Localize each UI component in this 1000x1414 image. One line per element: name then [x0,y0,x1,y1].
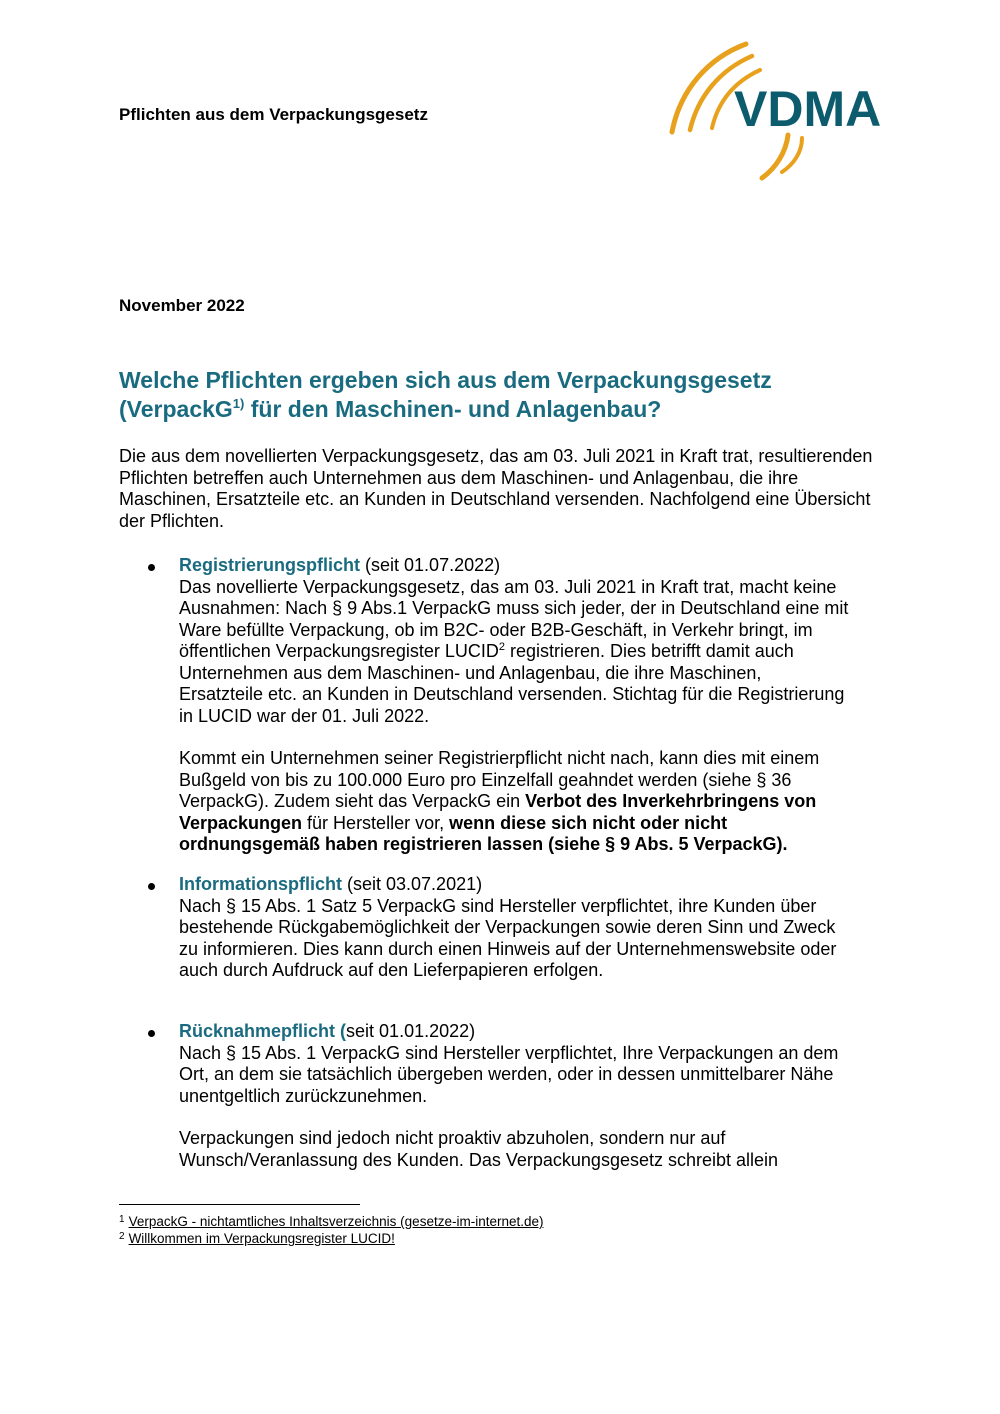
footnote-number: 2 [119,1231,125,1242]
paragraph-text: Kommt ein Unternehmen seiner Registrierpflicht nicht nach, kann dies mit einem Bußgeld von bis zu 100.000 Euro pro Einzelfall geahndet werden (siehe § 36 VerpackG). Zudem sieht das VerpackG ein [179,748,820,811]
section-informationspflicht [179,874,849,982]
vdma-logo-icon [668,40,883,182]
section-keyword: Informationspflicht [179,874,342,894]
section-paragraph: Verpackungen sind jedoch nicht proaktiv abzuholen, sondern nur auf Wunsch/Veranlassung des Kunden. Das Verpackungsgesetz schreibt allein [179,1128,779,1170]
footnote-divider [119,1204,360,1205]
title-line-2 [119,395,879,424]
paragraph-text: für Hersteller vor, [302,812,450,833]
section-paragraph: Nach § 15 Abs. 1 Satz 5 VerpackG sind Hersteller verpflichtet, ihre Kunden über bestehende Rückgabemöglichkeit der Verpackungen sowie deren Sinn und Zweck zu informieren. Dies kann durch einen Hinweis auf der Unternehmenswebsite oder auch durch Aufdruck auf den Lieferpapieren erfolgen. [179,895,837,980]
footnote-ref-1[interactable]: 1) [232,396,245,411]
section-heading [179,1021,849,1043]
bold-text: Verbot des Inverkehrbringens von Verpackungen [179,791,817,833]
footnote-link-lucid[interactable]: Willkommen im Verpackungsregister LUCID! [128,1231,395,1246]
intro-paragraph: Die aus dem novellierten Verpackungsgesetz, das am 03. Juli 2021 in Kraft trat, resultierenden Pflichten betreffen auch Unternehmen aus dem Maschinen- und Anlagenbau, die ihre Maschinen, Ersatzteile etc. an Kunden in Deutschland versenden. Nachfolgend eine Übersicht der Pflichten. [119,446,873,531]
footnote-2 [119,1230,879,1247]
paragraph-text: registrieren. Dies betrifft damit auch Unternehmen aus dem Maschinen- und Anlagenbau, die ihre Maschinen, Ersatzteile etc. an Kunden in Deutschland versenden. Stichtag für die Registrierung in LUCID war der 01. Juli 2022. [179,641,845,726]
section-since: (seit 01.07.2022) [360,555,501,575]
title-line-2-start: (VerpackG [119,396,233,422]
footnotes [119,1213,879,1247]
section-keyword: Rücknahmepflicht ( [179,1021,347,1041]
section-since: seit 01.01.2022) [346,1021,476,1041]
section-heading [179,874,849,896]
page-title [119,366,879,424]
paragraph-text: Das novellierte Verpackungsgesetz, das am 03. Juli 2021 in Kraft trat, macht keine Ausnahmen: Nach § 9 Abs.1 VerpackG muss sich jeder, der in Deutschland eine mit Ware befüllte Verpackung, ob im B2C- oder B2B-Geschäft, in Verkehr bringt, im öffentlichen Verpackungsregister LUCID [179,576,849,661]
document-date: November 2022 [119,296,245,315]
section-ruecknahmepflicht [179,1021,849,1171]
document-header-title: Pflichten aus dem Verpackungsgesetz [119,105,428,124]
section-registrierungspflicht [179,555,849,856]
section-heading [179,555,849,577]
vdma-logo [668,40,883,182]
section-paragraph: Nach § 15 Abs. 1 VerpackG sind Hersteller verpflichtet, Ihre Verpackungen an dem Ort, an dem sie tatsächlich übergeben werden, oder in dessen unmittelbarer Nähe unentgeltlich zurückzunehmen. [179,1042,839,1106]
section-paragraph [179,748,849,856]
bullet-icon [148,1030,155,1037]
title-line-1: Welche Pflichten ergeben sich aus dem Verpackungsgesetz [119,367,772,393]
bullet-icon [148,883,155,890]
bullet-icon [148,564,155,571]
footnote-number: 1 [119,1214,125,1225]
section-since: (seit 03.07.2021) [342,874,483,894]
footnote-link-verpackg[interactable]: VerpackG - nichtamtliches Inhaltsverzeichnis (gesetze-im-internet.de) [128,1214,544,1229]
footnote-ref-2[interactable]: 2 [498,641,505,653]
section-paragraph [179,577,849,728]
vdma-logo-text: VDMA [734,81,882,137]
title-line-2-end: für den Maschinen- und Anlagenbau? [244,396,662,422]
footnote-1 [119,1213,879,1230]
bold-text: wenn diese sich nicht oder nicht ordnungsgemäß haben registrieren lassen (siehe § 9 Abs. 5 VerpackG). [179,812,788,854]
section-keyword: Registrierungspflicht [179,555,361,575]
